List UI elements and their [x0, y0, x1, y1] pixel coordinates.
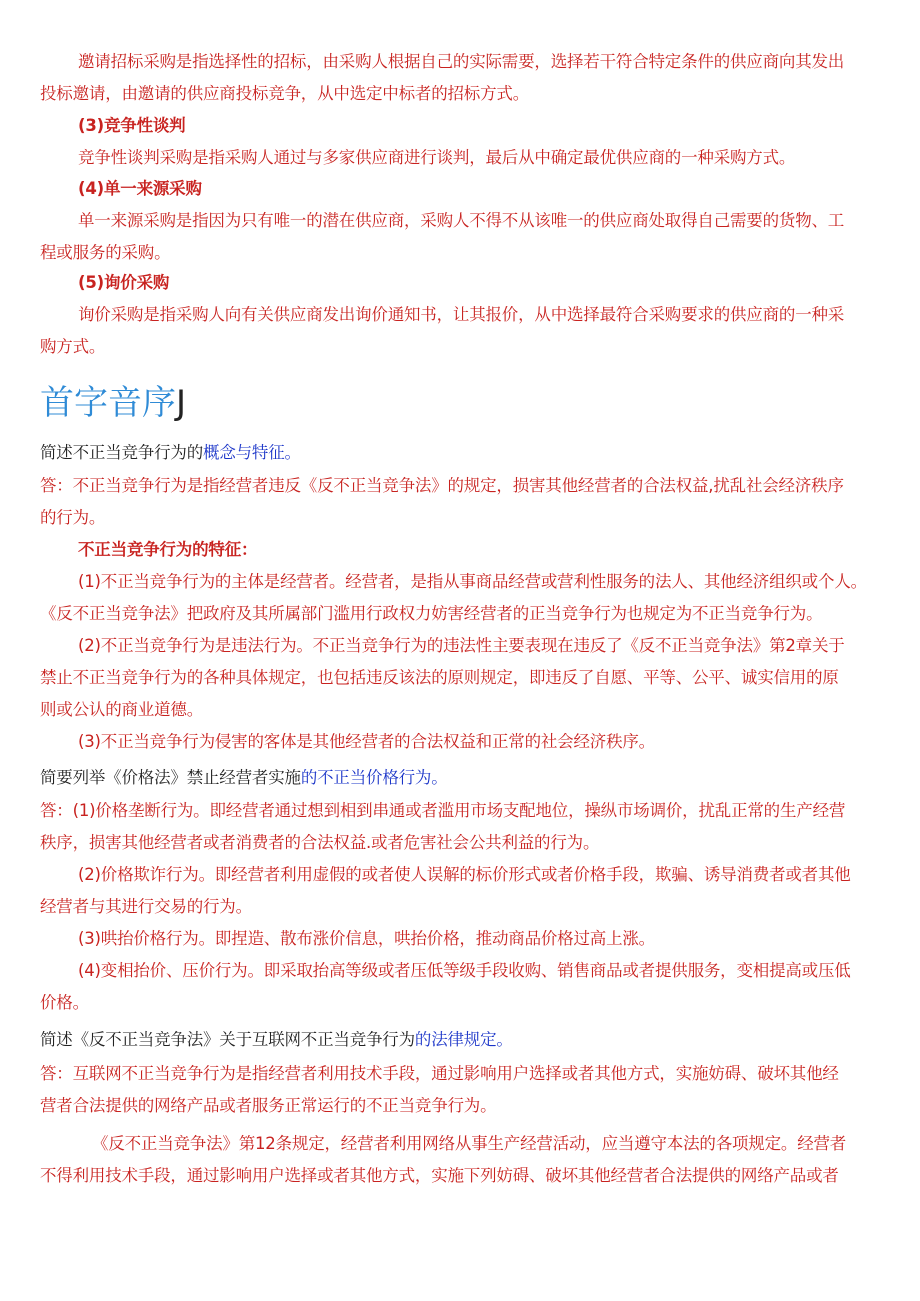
question-1-prefix: 简述不正当竞争行为的 [40, 443, 204, 462]
section-heading-main: 首字音序 [40, 383, 176, 423]
features-subheading: 不正当竞争行为的特征： [78, 540, 258, 559]
answer-3-line2: 营者合法提供的网络产品或者服务正常运行的不正当竞争行为。 [40, 1096, 497, 1115]
answer-2-line2: 秩序，损害其他经营者或者消费者的合法权益.或者危害社会公共利益的行为。 [40, 833, 600, 852]
disguised-pricing-line2: 价格。 [40, 993, 89, 1012]
invite-tender-text-line1: 邀请招标采购是指选择性的招标，由采购人根据自己的实际需要，选择若干符合特定条件的供应商向其发出 [78, 52, 845, 71]
price-gouging: (3)哄抬价格行为。即捏造、散布涨价信息，哄抬价格，推动商品价格过高上涨。 [78, 929, 655, 948]
answer-2-line1: 答：(1)价格垄断行为。即经营者通过想到相到串通或者滥用市场支配地位，操纵市场调价，扰乱正常的生产经营 [40, 801, 846, 820]
competitive-negotiation-heading: (3)竞争性谈判 [78, 116, 186, 135]
invite-tender-text-line2: 投标邀请，由邀请的供应商投标竞争，从中选定中标者的招标方式。 [40, 84, 530, 103]
single-source-text-line1: 单一来源采购是指因为只有唯一的潜在供应商，采购人不得不从该唯一的供应商处取得自己需要的货物、工 [78, 211, 845, 230]
article-12-line1: 《反不正当竞争法》第12条规定，经营者利用网络从事生产经营活动，应当遵守本法的各项规定。经营者 [92, 1134, 847, 1153]
article-12-line2: 不得利用技术手段，通过影响用户选择或者其他方式，实施下列妨碍、破坏其他经营者合法提供的网络产品或者 [40, 1166, 839, 1185]
question-2-prefix: 简要列举《价格法》禁止经营者实施 [40, 768, 301, 787]
question-3-prefix: 简述《反不正当竞争法》关于互联网不正当竞争行为 [40, 1030, 415, 1049]
section-heading-letter: J [176, 383, 187, 423]
disguised-pricing-line1: (4)变相抬价、压价行为。即采取抬高等级或者压低等级手段收购、销售商品或者提供服务，变相提高或压低 [78, 961, 851, 980]
price-fraud-line2: 经营者与其进行交易的行为。 [40, 897, 252, 916]
answer-1-line2: 的行为。 [40, 508, 106, 527]
price-fraud-line1: (2)价格欺诈行为。即经营者利用虚假的或者使人误解的标价形式或者价格手段，欺骗、诱导消费者或者其他 [78, 865, 851, 884]
question-1-key: 概念与特征。 [203, 443, 301, 462]
question-2-key: 的不正当价格行为。 [300, 768, 448, 787]
feature-2-line1: (2)不正当竞争行为是违法行为。不正当竞争行为的违法性主要表现在违反了《反不正当竞争法》第2章关于 [78, 636, 845, 655]
single-source-text-line2: 程或服务的采购。 [40, 243, 171, 262]
question-3-key: 的法律规定。 [414, 1030, 513, 1049]
answer-1-line1: 答：不正当竞争行为是指经营者违反《反不正当竞争法》的规定，损害其他经营者的合法权益,扰乱社会经济秩序 [40, 476, 844, 495]
section-heading [40, 380, 186, 426]
inquiry-text-line1: 询价采购是指采购人向有关供应商发出询价通知书，让其报价，从中选择最符合采购要求的供应商的一种采 [78, 305, 845, 324]
inquiry-text-line2: 购方式。 [40, 337, 106, 356]
feature-2-line2: 禁止不正当竞争行为的各种具体规定，也包括违反该法的原则规定，即违反了自愿、平等、公平、诚实信用的原 [40, 668, 839, 687]
competitive-negotiation-text: 竞争性谈判采购是指采购人通过与多家供应商进行谈判，最后从中确定最优供应商的一种采购方式。 [78, 148, 796, 167]
feature-2-line3: 则或公认的商业道德。 [40, 700, 204, 719]
feature-1-line1: (1)不正当竞争行为的主体是经营者。经营者，是指从事商品经营或营利性服务的法人、其他经济组织或个人。 [78, 572, 867, 591]
question-3 [40, 1024, 885, 1056]
answer-3-line1: 答：互联网不正当竞争行为是指经营者利用技术手段，通过影响用户选择或者其他方式，实施妨碍、破坏其他经 [40, 1064, 839, 1083]
inquiry-heading: (5)询价采购 [78, 273, 170, 292]
single-source-heading: (4)单一来源采购 [78, 179, 202, 198]
feature-3: (3)不正当竞争行为侵害的客体是其他经营者的合法权益和正常的社会经济秩序。 [78, 732, 655, 751]
question-1 [40, 437, 885, 469]
feature-1-line2: 《反不正当竞争法》把政府及其所属部门滥用行政权力妨害经营者的正当竞争行为也规定为不正当竞争行为。 [40, 604, 823, 623]
question-2 [40, 762, 885, 794]
